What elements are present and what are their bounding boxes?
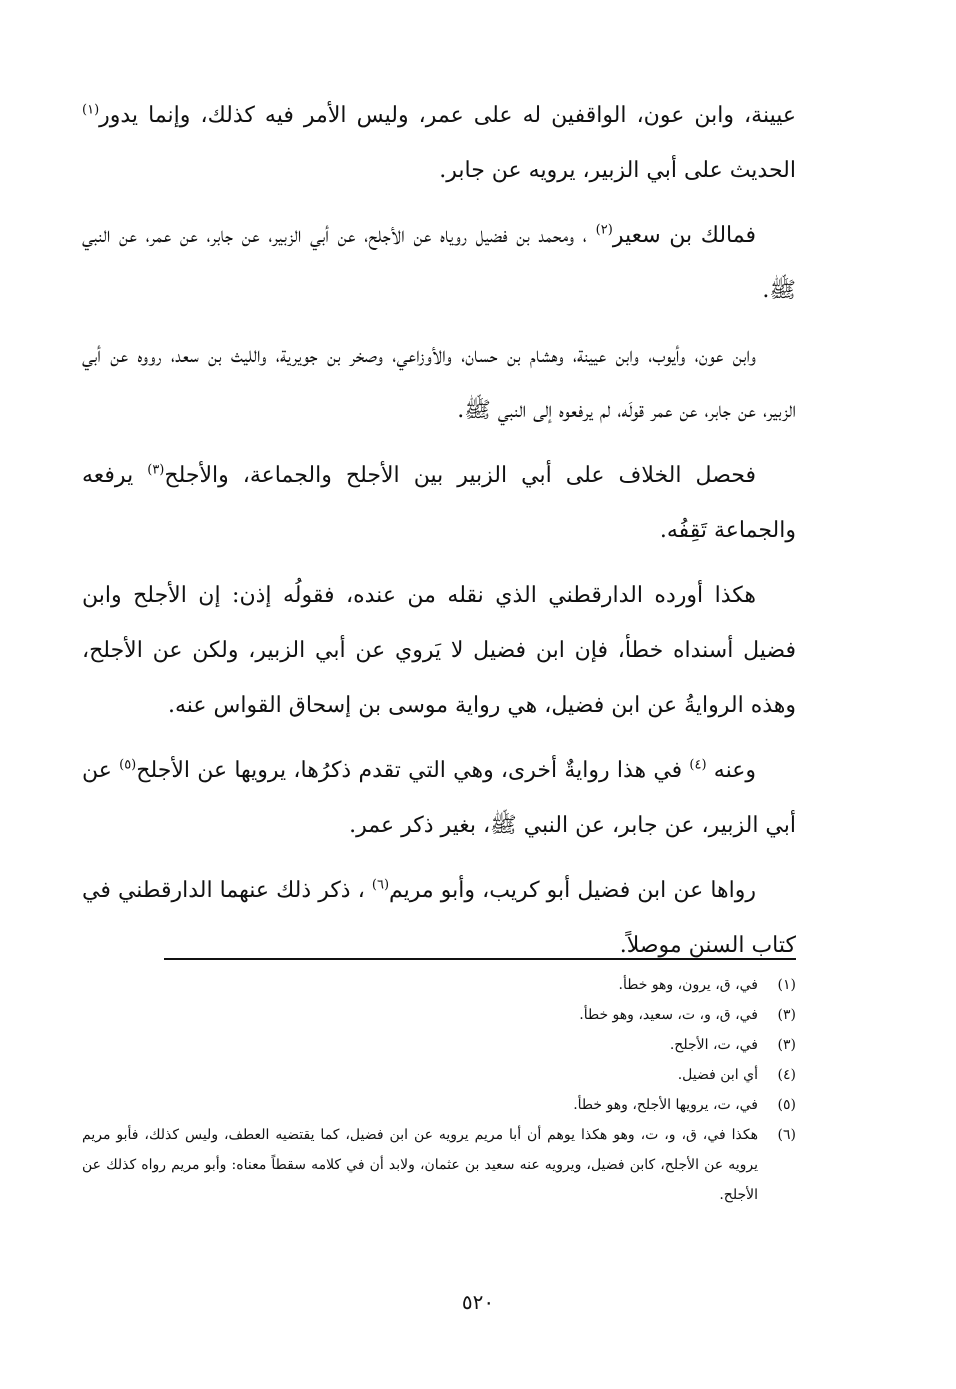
paragraph-2 xyxy=(82,208,796,318)
paragraph-1-text-a: عيينة، وابن عون، الواقفين له على عمر، وليس الأمر فيه كذلك، وإنما يدور xyxy=(99,103,796,128)
paragraph-3-text: وابن عون، وأيوب، وابن عيينة، وهشام بن حسان، والأوزاعي، وصخر بن جويرية، والليث بن سعد، رووه عن أبي الزبير، عن جابر، عن عمر قولَه، لم يرفعوه إلى النبي ﷺ. xyxy=(82,343,796,423)
paragraph-6 xyxy=(82,743,796,853)
page-number: ٥٢٠ xyxy=(461,1290,495,1314)
paragraph-1 xyxy=(82,88,796,198)
paragraph-7-text-b: ، ذكر ذلك عنهما الدارقطني في كتاب السنن موصلاً. xyxy=(82,878,796,958)
paragraph-1-text-b: الحديث على أبي الزبير، يرويه عن جابر. xyxy=(439,158,796,183)
footnote-text: في، ق، و، ت، سعيد، وهو خطأ. xyxy=(579,1007,758,1023)
paragraph-2-text-b: ، ومحمد بن فضيل روياه عن الأجلح، عن أبي الزبير، عن جابر، عن عمر، عن النبي ﷺ. xyxy=(82,223,796,303)
footnote-ref[interactable]: (٣) xyxy=(147,462,165,478)
paragraph-5-text: هكذا أورده الدارقطني الذي نقله من عنده، فقولُه إذن: إن الأجلح وابن فضيل أسنداه خطأ، فإن ابن فضيل لا يَروي عن أبي الزبير، ولكن عن الأجلح، وهذه الروايةُ عن ابن فضيل، هي رواية موسى بن إسحاق القواس عنه. xyxy=(82,583,796,718)
footnote-divider xyxy=(164,958,796,960)
footnote-text: في، ق، يرون، وهو خطأ. xyxy=(618,977,758,993)
paragraph-5 xyxy=(82,568,796,733)
footnote-text: أي ابن فضيل. xyxy=(677,1067,758,1083)
paragraph-7-text-a: رواها عن ابن فضيل أبو كريب، وأبو مريم xyxy=(389,878,756,903)
paragraph-7 xyxy=(82,863,796,973)
footnote-number: (٥) xyxy=(777,1097,796,1113)
paragraph-6-text-c: عن أبي الزبير، عن جابر، عن النبي ﷺ، بغير ذكر عمر. xyxy=(82,758,796,838)
footnote-ref[interactable]: (٥) xyxy=(119,757,137,773)
paragraph-3 xyxy=(82,328,796,438)
footnote-ref[interactable]: (٦) xyxy=(371,877,390,893)
footnote-6 xyxy=(82,1120,796,1210)
footnote-number: (٣) xyxy=(777,1007,796,1023)
footnote-ref[interactable]: (٤) xyxy=(689,757,707,773)
footnote-1 xyxy=(82,970,796,1000)
paragraph-4-text-b: يرفعه والجماعة تَقِفُه. xyxy=(82,463,796,543)
footnote-text: في، ت، الأجلح. xyxy=(669,1037,758,1053)
footnote-text: هكذا في، ق، و، ت، وهو هكذا يوهم أن أبا مريم يرويه عن ابن فضيل، كما يقتضيه العطف، وليس كذلك، فأبو مريم يرويه عن الأجلح، كابن فضيل، ويرويه عنه سعيد بن عثمان، ولابد أن في كلامه سقطاً معناه: وأبو مريم رواه كذلك عن الأجلح. xyxy=(82,1127,758,1203)
footnote-5 xyxy=(82,1090,796,1120)
paragraph-6-text-a: وعنه xyxy=(713,758,756,783)
footnote-4 xyxy=(82,1060,796,1090)
footnote-ref[interactable]: (٢) xyxy=(595,222,613,238)
footnotes xyxy=(82,970,796,1210)
footnote-number: (١) xyxy=(777,977,796,993)
paragraph-6-text-b: في هذا روايةٌ أخرى، وهي التي تقدم ذكرُها، يرويها عن الأجلح xyxy=(136,758,683,783)
footnote-ref[interactable]: (١) xyxy=(82,102,100,118)
paragraph-4-text-a: فحصل الخلاف على أبي الزبير بين الأجلح والجماعة، والأجلح xyxy=(164,463,756,488)
footnote-text: في، ت، يرويها الأجلح، وهو خطأ. xyxy=(573,1097,758,1113)
main-text xyxy=(82,88,796,983)
paragraph-4 xyxy=(82,448,796,558)
footnote-number: (٤) xyxy=(777,1067,796,1083)
footnote-number: (٦) xyxy=(777,1127,796,1143)
footnote-2 xyxy=(82,1000,796,1030)
footnote-number: (٣) xyxy=(777,1037,796,1053)
paragraph-2-text-a: فمالك بن سعير xyxy=(612,223,756,248)
footnote-3 xyxy=(82,1030,796,1060)
